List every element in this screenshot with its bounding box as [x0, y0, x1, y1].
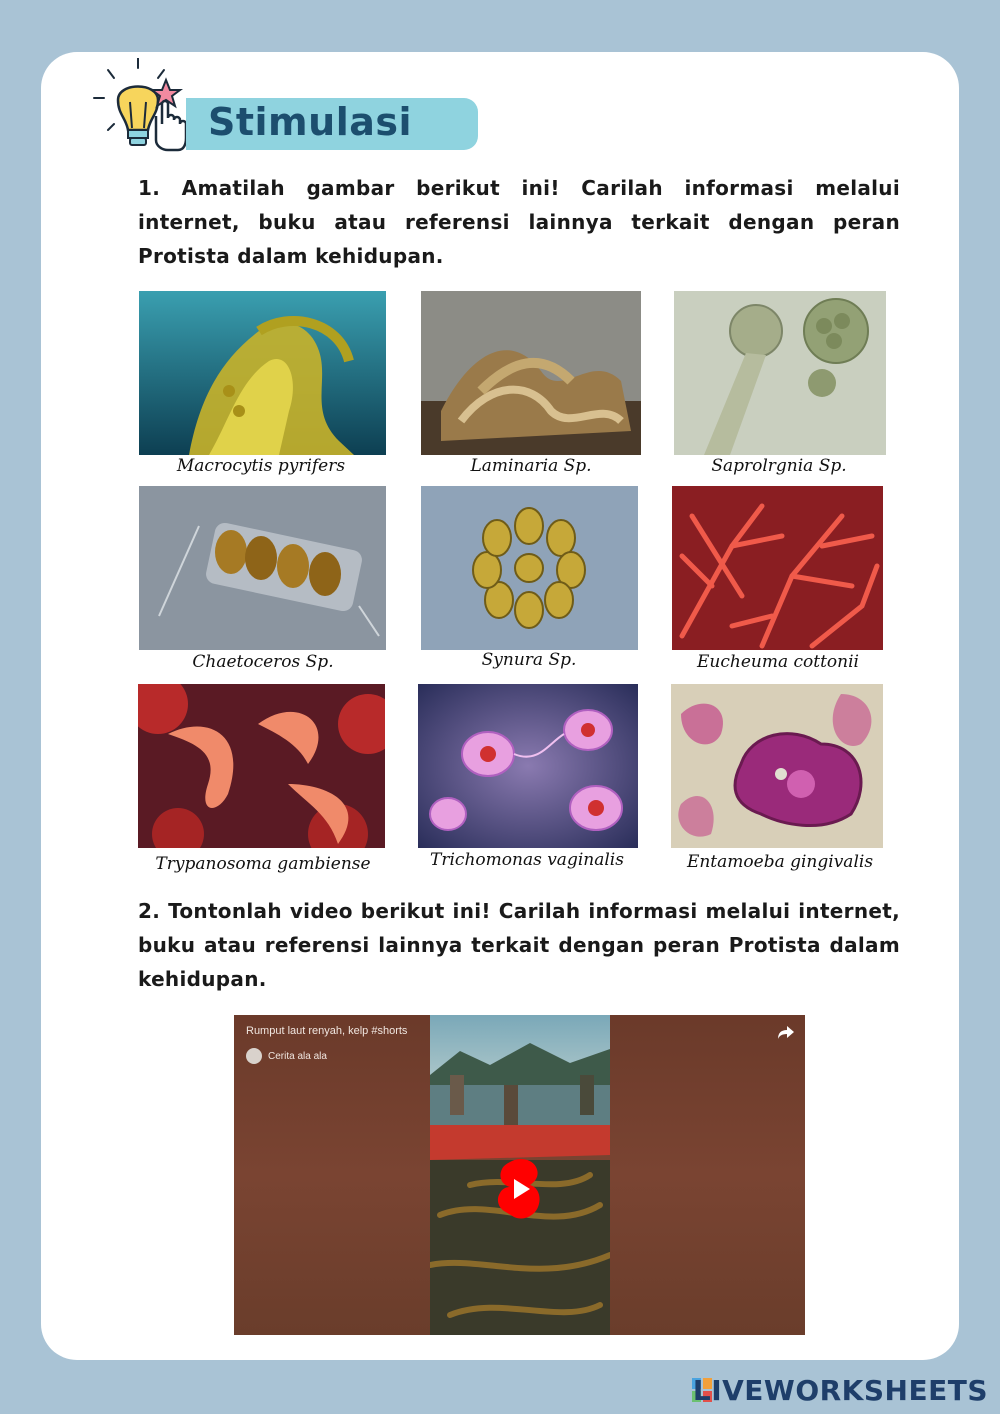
- photo-laminaria: [421, 291, 641, 455]
- caption-4: Chaetoceros Sp.: [192, 652, 334, 672]
- photo-entamoeba: [671, 684, 883, 848]
- photo-trichomonas: [418, 684, 638, 848]
- youtube-shorts-play-icon[interactable]: [496, 1157, 544, 1221]
- caption-3: Saprolrgnia Sp.: [711, 456, 847, 476]
- video-channel[interactable]: Cerita ala ala: [268, 1051, 327, 1062]
- photo-chaetoceros: [139, 486, 386, 650]
- page-title: Stimulasi: [208, 100, 413, 144]
- caption-2: Laminaria Sp.: [470, 456, 592, 476]
- share-icon[interactable]: [777, 1023, 795, 1041]
- caption-6: Eucheuma cottonii: [697, 652, 859, 672]
- instruction-1: 1. Amatilah gambar berikut ini! Carilah informasi melalui internet, buku atau referensi lainnya terkait dengan peran Protista dalam kehidupan.: [138, 176, 900, 268]
- brand-footer: LIVEWORKSHEETS: [692, 1374, 988, 1407]
- photo-synura: [421, 486, 638, 650]
- video-embed[interactable]: [234, 1015, 805, 1335]
- section-header: [92, 58, 492, 158]
- video-title[interactable]: Rumput laut renyah, kelp #shorts: [246, 1025, 408, 1037]
- channel-avatar[interactable]: [246, 1048, 262, 1064]
- caption-7: Trypanosoma gambiense: [155, 854, 371, 874]
- caption-8: Trichomonas vaginalis: [430, 850, 624, 870]
- caption-1: Macrocytis pyrifers: [176, 456, 346, 476]
- photo-macrocystis: [139, 291, 386, 455]
- photo-eucheuma: [672, 486, 883, 650]
- photo-trypanosoma: [138, 684, 385, 848]
- caption-9: Entamoeba gingivalis: [686, 852, 874, 872]
- caption-5: Synura Sp.: [481, 650, 577, 670]
- photo-saprolegnia: [674, 291, 886, 455]
- instruction-2: 2. Tontonlah video berikut ini! Carilah informasi melalui internet, buku atau referensi lainnya terkait dengan peran Protista dalam kehidupan.: [138, 899, 900, 991]
